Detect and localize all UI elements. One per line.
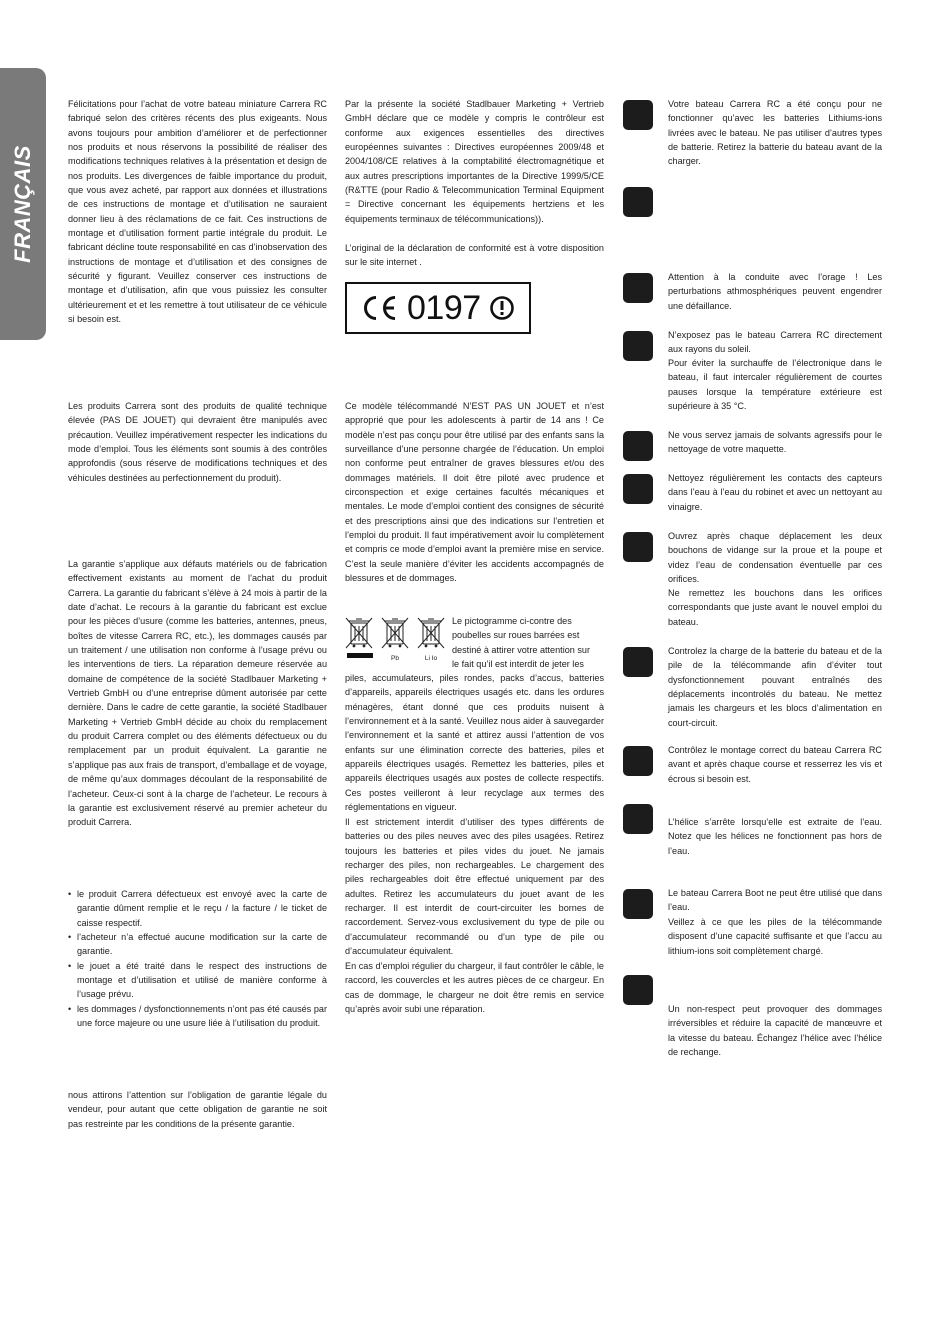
battery-type-paragraph: Votre bateau Carrera RC a été conçu pour ne fonctionner qu’avec les batteries Lithiums-ions livrées avec le bateau. Ne pas utiliser d’autres types de batterie. Retirez la batterie du bateau avant de la charger. (668, 99, 882, 167)
charger-check-paragraph: En cas d’emploi régulier du chargeur, il faut contrôler le câble, le raccord, les couvercles et les autres pièces de ce chargeur. En cas de dommage, le chargeur ne doit être remis en service qu’après avoir subi une réparation. (345, 961, 604, 1015)
instruction-marker (623, 532, 653, 562)
wee-line: destiné à attirer votre attention sur (452, 644, 590, 655)
assembly-check-paragraph: Contrôlez le montage correct du bateau Carrera RC avant et après chaque course et resserrez les vis et écrous si besoin est. (668, 745, 882, 784)
instruction-marker (623, 889, 653, 919)
ce-logo-icon (359, 294, 399, 322)
instruction-marker (623, 474, 653, 504)
legal-warranty-paragraph: nous attirons l’attention sur l’obligation de garantie légale du vendeur, pour autant que cette obligation de garantie ne soit pas restreinte par les conditions de la présente garantie. (68, 1090, 327, 1129)
not-a-toy-paragraph: Ce modèle télécommandé N’EST PAS UN JOUET et n’est approprié que pour les adolescents à partir de 14 ans ! Ce modèle n’est pas conçu pour être utilisé par des enfants sans la surveillance d’une personne chargée de l’éducation. Un emploi non conforme peut entraîner de graves blessures et/ou des dommages matériels. Il doit être piloté avec prudence et circonspection et exige certaines facultés mécaniques et mentales. Le mode d’emploi contient des consignes de sécurité et des prescriptions ainsi que des indications sur l’entretien et l’emploi du produit. Il faut impérativement avoir lu complètement et compris ce mode d’emploi avant la première mise en service. C’est la seule manière d’éviter les accidents accompagnés de blessures et de dommages. (345, 401, 604, 584)
water-use-paragraph: Le bateau Carrera Boot ne peut être utilisé que dans l’eau. (668, 888, 882, 913)
instruction-marker (623, 431, 653, 461)
list-item: • le produit Carrera défectueux est envoyé avec la carte de garantie dûment remplie et le reçu / la facture / le ticket de caisse respectif. (68, 887, 327, 930)
remote-battery-paragraph: Veillez à ce que les piles de la télécommande disposent d’une capacité suffisante et que l’accu au lithium-ions soit complètement chargé. (668, 917, 882, 956)
list-item: • le jouet a été traité dans le respect des instructions de montage et d’utilisation et utilisé de manière conforme à l’usage prévu. (68, 959, 327, 1002)
crossed-bins-icon (345, 615, 447, 667)
drain-plugs-refit-paragraph: Ne remettez les bouchons dans les orifices correspondants que juste avant le nouvel emploi du bateau. (668, 588, 882, 627)
solvents-paragraph: Ne vous servez jamais de solvants agressifs pour le nettoyage de votre maquette. (668, 430, 882, 455)
sensor-contacts-paragraph: Nettoyez régulièrement les contacts des capteurs dans l’eau à l’eau du robinet et avec un nettoyant au vinaigre. (668, 473, 882, 512)
storm-warning-paragraph: Attention à la conduite avec l’orage ! Les perturbations athmosphériques peuvent engendrer une défaillance. (668, 272, 882, 311)
bin-label-liio: Li Io (424, 655, 438, 662)
battery-rules-paragraph: Il est strictement interdit d’utiliser des types différents de batteries ou des piles neuves avec des piles usagées. Retirez toujours les batteries et piles vides du jouet. Ne jamais recharger des piles, non rechargeables. Le chargement des piles rechargeables doit être effectué uniquement par des adultes. Retirez les accumulateurs du jouet avant de les recharger. Il est interdit de court-circuiter les bornes de raccordement. Servez-vous exclusivement du type de pile ou d’accumulateur recommandé ou d’un type de pile ou d’accumulateur équivalent. (345, 817, 604, 957)
intro-paragraph: Félicitations pour l’achat de votre bateau miniature Carrera RC fabriqué selon des critères récents des plus exigeants. Nous avons toujours pour ambition d’améliorer et de perfectionner nos produits et nous réservons la possibilité de réaliser des modifications techniques relatives à la présentation et design de nos produits. Les divergences de faible importance du produit, que vous avez acheté, par rapport aux données et illustrations de ces instructions de montage et d’utilisation ne sauraient donner lieu à des réclamations de ce fait. Ces instructions de montage et d’utilisation forment partie intégrale du produit. Le fabricant décline toute responsabilité en cas d’inobservation des instructions de montage et d’utilisation et des consignes de sécurité y figurant. Veuillez conserver ces instructions de montage et d’utilisation, afin que vous puissiez les consulter ultérieurement et et les remettre à tout utilisateur de ce véhicule si besoin est. (68, 99, 327, 325)
damage-warning-paragraph: Un non-respect peut provoquer des dommages irréversibles et réduire la capacité de manœuvre et la vitesse du bateau. Échangez l’hélice avec l’hélice de rechange. (668, 1004, 882, 1058)
instruction-marker (623, 975, 653, 1005)
instruction-marker (623, 273, 653, 303)
sun-exposure-paragraph: N’exposez pas le bateau Carrera RC directement aux rayons du soleil. (668, 330, 882, 355)
charge-check-paragraph: Controlez la charge de la batterie du bateau et de la pile de la télécommande afin d’éviter tout dysfonctionnement pouvant entraînés des déplacements incontrolés du bateau. Ne mettez jamais les chargeurs et les blocs d’alimentation en court-circuit. (668, 646, 882, 728)
instruction-marker (623, 746, 653, 776)
conformity-original-paragraph: L’original de la déclaration de conformité est à votre disposition sur le site internet . (345, 243, 604, 268)
warranty-paragraph: La garantie s’applique aux défauts matériels ou de fabrication effectivement existants au moment de l’achat du produit Carrera. La garantie du fabricant s’élève à 24 mois à partir de la date d’achat. Le recours à la garantie du fabricant est exclue pour les pièces d’usure (comme les batteries, antennes, pneus, boîtes de vitesse Carrera RC, etc.), les dommages causés par un traitement / une utilisation non conforme à l’usage prévu ou les interventions de tiers. La réparation demeure réservée au domaine de compétence de la société Stadlbauer Marketing + Vertrieb GmbH ou d’une entreprise dûment autorisée par cette dernière. Dans le cadre de cette garantie, la société Stadlbauer Marketing + Vertrieb GmbH décide au choix du remplacement du produit Carrera complet ou des éléments défectueux ou du remplacement par un produit équivalent. La garantie ne s’applique pas aux frais de transport, d’emballage et de voyage, de même qu’aux dommages découlant de la responsabilité de l’acheteur. Ceux-ci sont à la charge de l’acheteur. Le recours à la garantie est exclusivement réservé au premier acheteur du produit Carrera. (68, 559, 327, 828)
list-item: • l’acheteur n’a effectué aucune modification sur la carte de garantie. (68, 930, 327, 959)
wee-intro-paragraph (452, 614, 604, 671)
instruction-marker (623, 804, 653, 834)
quality-paragraph: Les produits Carrera sont des produits de qualité technique élevée (PAS DE JOUET) qui devraient être manipulés avec précaution. Veuillez impérativement respecter les indications du mode d’emploi. Tous les éléments sont soumis à des contrôles approfondis (sous réserve de modifications techniques et des véhicules destinées au perfectionnement du produit). (68, 401, 327, 483)
instruction-marker (623, 647, 653, 677)
instruction-marker (623, 331, 653, 361)
warranty-conditions-list (68, 887, 327, 1030)
wee-line: poubelles sur roues barrées est (452, 630, 580, 641)
instruction-marker (623, 100, 653, 130)
overheat-paragraph: Pour éviter la surchauffe de l’électronique dans le bateau, il faut intercaler régulièrement de courtes pauses lorsque la température extérieure est supérieure à 35 °C. (668, 358, 882, 412)
drain-plugs-paragraph: Ouvrez après chaque déplacement les deux bouchons de vidange sur la proue et la poupe et videz l’eau de condensation éventuelle par ces orifices. (668, 531, 882, 585)
propeller-paragraph: L’hélice s’arrête lorsqu’elle est extraite de l’eau. Notez que les hélices ne fonctionnent pas hors de l’eau. (668, 817, 882, 856)
wee-line: Le pictogramme ci-contre des (452, 616, 572, 626)
language-tab-label: FRANÇAIS (10, 145, 35, 263)
instruction-marker (623, 187, 653, 217)
alert-icon (489, 295, 515, 321)
language-tab (0, 68, 46, 340)
list-item: • les dommages / dysfonctionnements n’ont pas été causés par une force majeure ou une usure liée à l’utilisation du produit. (68, 1002, 327, 1031)
bin-label-pb: Pb (391, 655, 399, 662)
ce-conformity-mark (345, 282, 531, 334)
wee-line: le fait qu’il est interdit de jeter les (452, 659, 584, 670)
notified-body-number: 0197 (407, 288, 481, 327)
wee-disposal-paragraph: piles, accumulateurs, piles rondes, packs d’accus, batteries d’appareils, appareils électriques usagés etc. dans les ordures ménagères, étant donné que ces produits nuisent à l’environnement et à la santé. Veuillez nous aider à sauvegarder l’environnement et la santé et attirez aussi l’attention de vos enfants sur une élimination correcte des batteries, piles et appareils électriques usagés. Remettez les batteries, piles et appareils électriques usagés aux postes de collecte respectifs. Ces postes veilleront à leur recyclage aux termes des réglementations en vigueur. (345, 673, 604, 813)
conformity-declaration-paragraph: Par la présente la société Stadlbauer Marketing + Vertrieb GmbH déclare que ce modèle y compris le contrôleur est conforme aux exigences essentielles des directives européennes suivantes : Directives européennes 2009/48 et 2004/108/CE relatives à la comptabilité électromagnétique et aux autres prescriptions importantes de la Directive 1999/5/CE (R&TTE (pour Radio & Telecommunication Terminal Equipment = Directive concernant les équipements hertziens et les équipements terminaux de télécommunications)). (345, 99, 604, 224)
